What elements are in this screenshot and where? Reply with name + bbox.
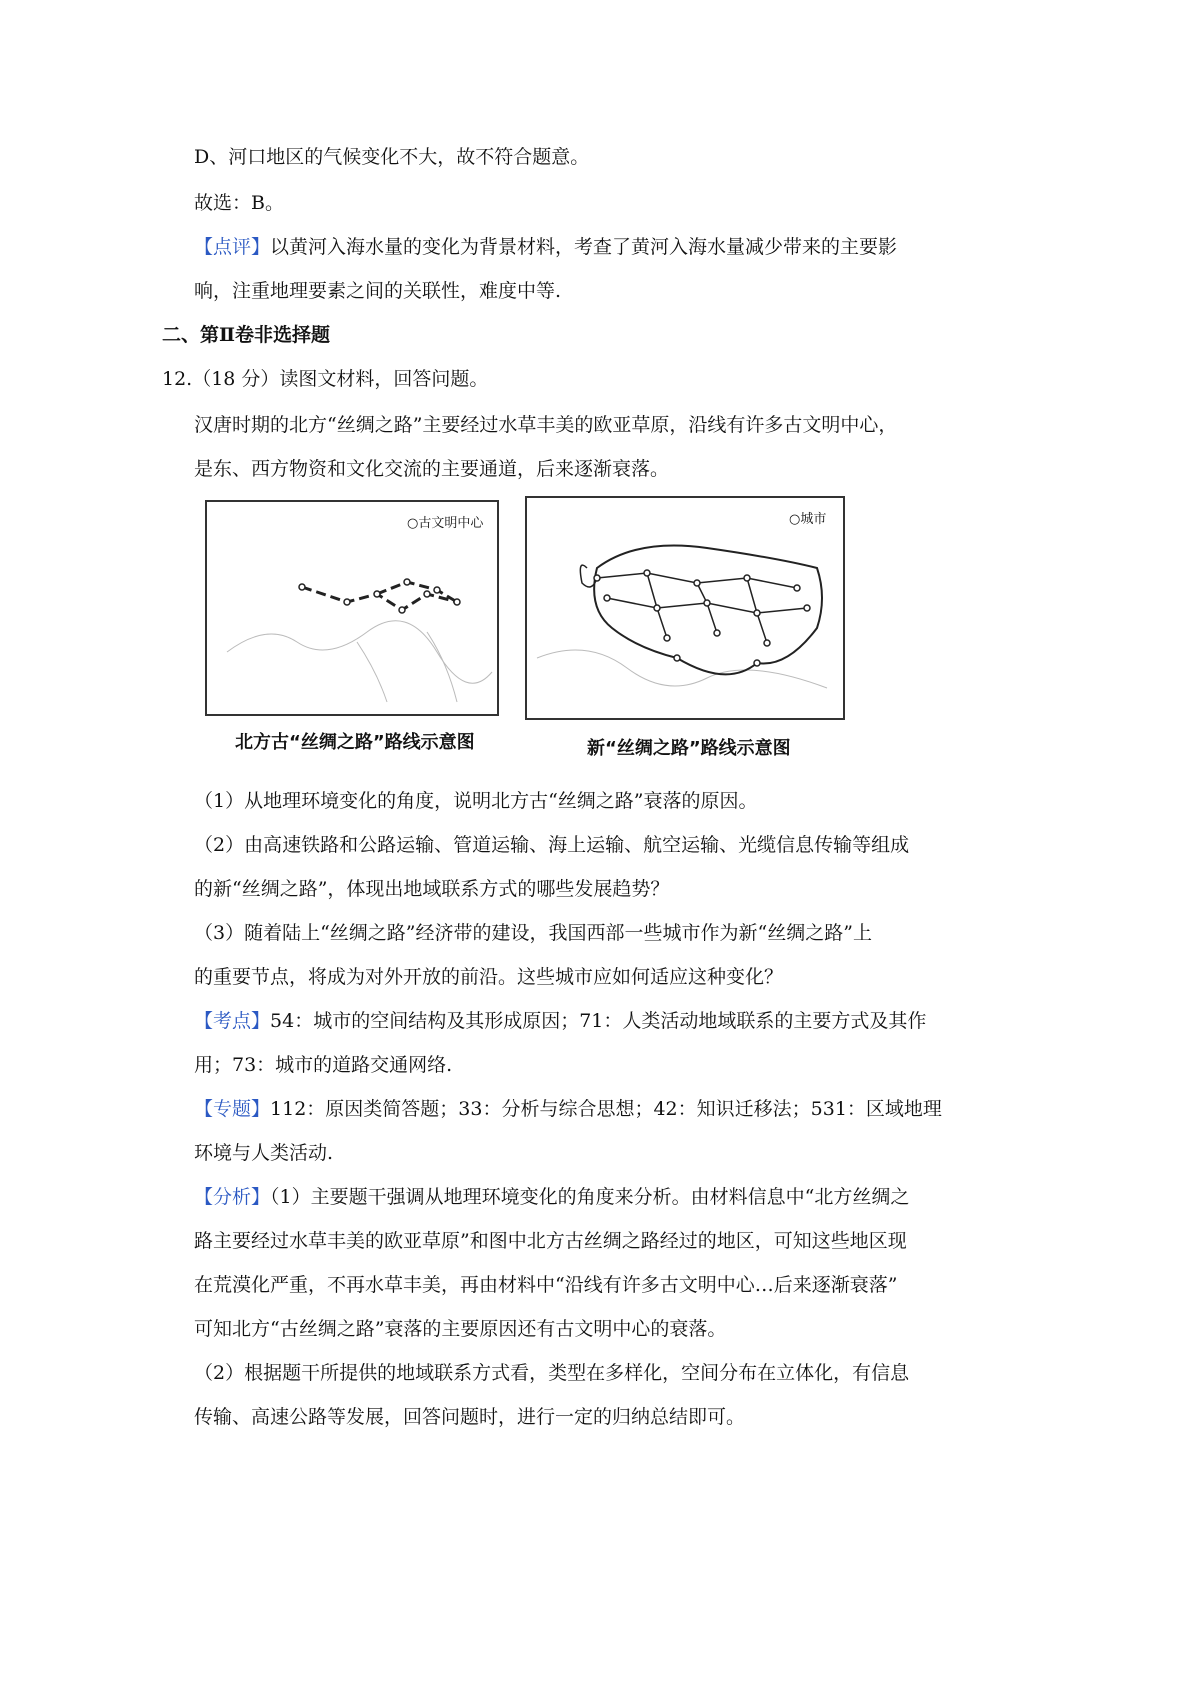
legend-city: ○城市 xyxy=(789,512,827,527)
review-tag: 【点评】 xyxy=(194,236,271,258)
figure-old-silk-road xyxy=(205,500,525,760)
question-12-title: 12.（18 分）读图文材料，回答问题。 xyxy=(162,368,489,390)
old-silk-road-map xyxy=(207,502,497,714)
fenxi-text: （1）主要题干强调从地理环境变化的角度来分析。由材料信息中“北方丝绸之 xyxy=(270,1186,910,1208)
zhuanti-tag: 【专题】 xyxy=(194,1098,271,1120)
map-frame-left xyxy=(205,500,499,716)
new-silk-road-map xyxy=(527,498,843,718)
question-2: （2）由高速铁路和公路运输、管道运输、海上运输、航空运输、光缆信息传输等组成 xyxy=(194,834,910,856)
kaodian-tag: 【考点】 xyxy=(194,1010,271,1032)
text-line-review xyxy=(194,234,897,260)
zhuanti-text: 112：原因类简答题；33：分析与综合思想；42：知识迁移法；531：区域地理 xyxy=(270,1098,942,1120)
question-3: （3）随着陆上“丝绸之路”经济带的建设，我国西部一些城市作为新“丝绸之路”上 xyxy=(194,922,872,944)
material-line-1: 汉唐时期的北方“丝绸之路”主要经过水草丰美的欧亚草原，沿线有许多古文明中心， xyxy=(194,414,898,436)
text-line-review-cont: 响，注重地理要素之间的关联性，难度中等. xyxy=(194,280,562,302)
zhuanti-cont: 环境与人类活动. xyxy=(194,1142,334,1164)
section-heading: 二、第Ⅱ卷非选择题 xyxy=(162,324,331,346)
fenxi-2: （2）根据题干所提供的地域联系方式看，类型在多样化，空间分布在立体化，有信息 xyxy=(194,1362,910,1384)
material-line-2: 是东、西方物资和文化交流的主要通道，后来逐渐衰落。 xyxy=(194,458,670,480)
fenxi-cont-1: 路主要经过水草丰美的欧亚草原”和图中北方古丝绸之路经过的地区，可知这些地区现 xyxy=(194,1230,907,1252)
question-2-cont: 的新“丝绸之路”，体现出地域联系方式的哪些发展趋势？ xyxy=(194,878,670,900)
kaodian-text: 54：城市的空间结构及其形成原因；71：人类活动地域联系的主要方式及其作 xyxy=(270,1010,927,1032)
fenxi-2-cont: 传输、高速公路等发展，回答问题时，进行一定的归纳总结即可。 xyxy=(194,1406,746,1428)
question-3-cont: 的重要节点，将成为对外开放的前沿。这些城市应如何适应这种变化？ xyxy=(194,966,784,988)
fenxi-cont-3: 可知北方“古丝绸之路”衰落的主要原因还有古文明中心的衰落。 xyxy=(194,1318,727,1340)
caption-old-silk-road: 北方古“丝绸之路”路线示意图 xyxy=(235,732,475,753)
fenxi-cont-2: 在荒漠化严重，不再水草丰美，再由材料中“沿线有许多古文明中心…后来逐渐衰落” xyxy=(194,1274,898,1296)
review-text: 以黄河入海水量的变化为背景材料，考查了黄河入海水量减少带来的主要影 xyxy=(270,236,898,258)
question-1: （1）从地理环境变化的角度，说明北方古“丝绸之路”衰落的原因。 xyxy=(194,790,758,812)
figure-new-silk-road xyxy=(525,496,865,766)
caption-new-silk-road: 新“丝绸之路”路线示意图 xyxy=(587,738,791,759)
text-line-d-option: D、河口地区的气候变化不大，故不符合题意。 xyxy=(194,146,590,168)
fenxi-tag: 【分析】 xyxy=(194,1186,271,1208)
fenxi-line xyxy=(194,1184,909,1210)
map-frame-right xyxy=(525,496,845,720)
zhuanti-line xyxy=(194,1096,942,1122)
kaodian-cont: 用；73：城市的道路交通网络. xyxy=(194,1054,453,1076)
legend-ancient-center: ○古文明中心 xyxy=(407,516,484,531)
kaodian-line xyxy=(194,1008,926,1034)
text-line-answer: 故选：B。 xyxy=(194,192,284,214)
